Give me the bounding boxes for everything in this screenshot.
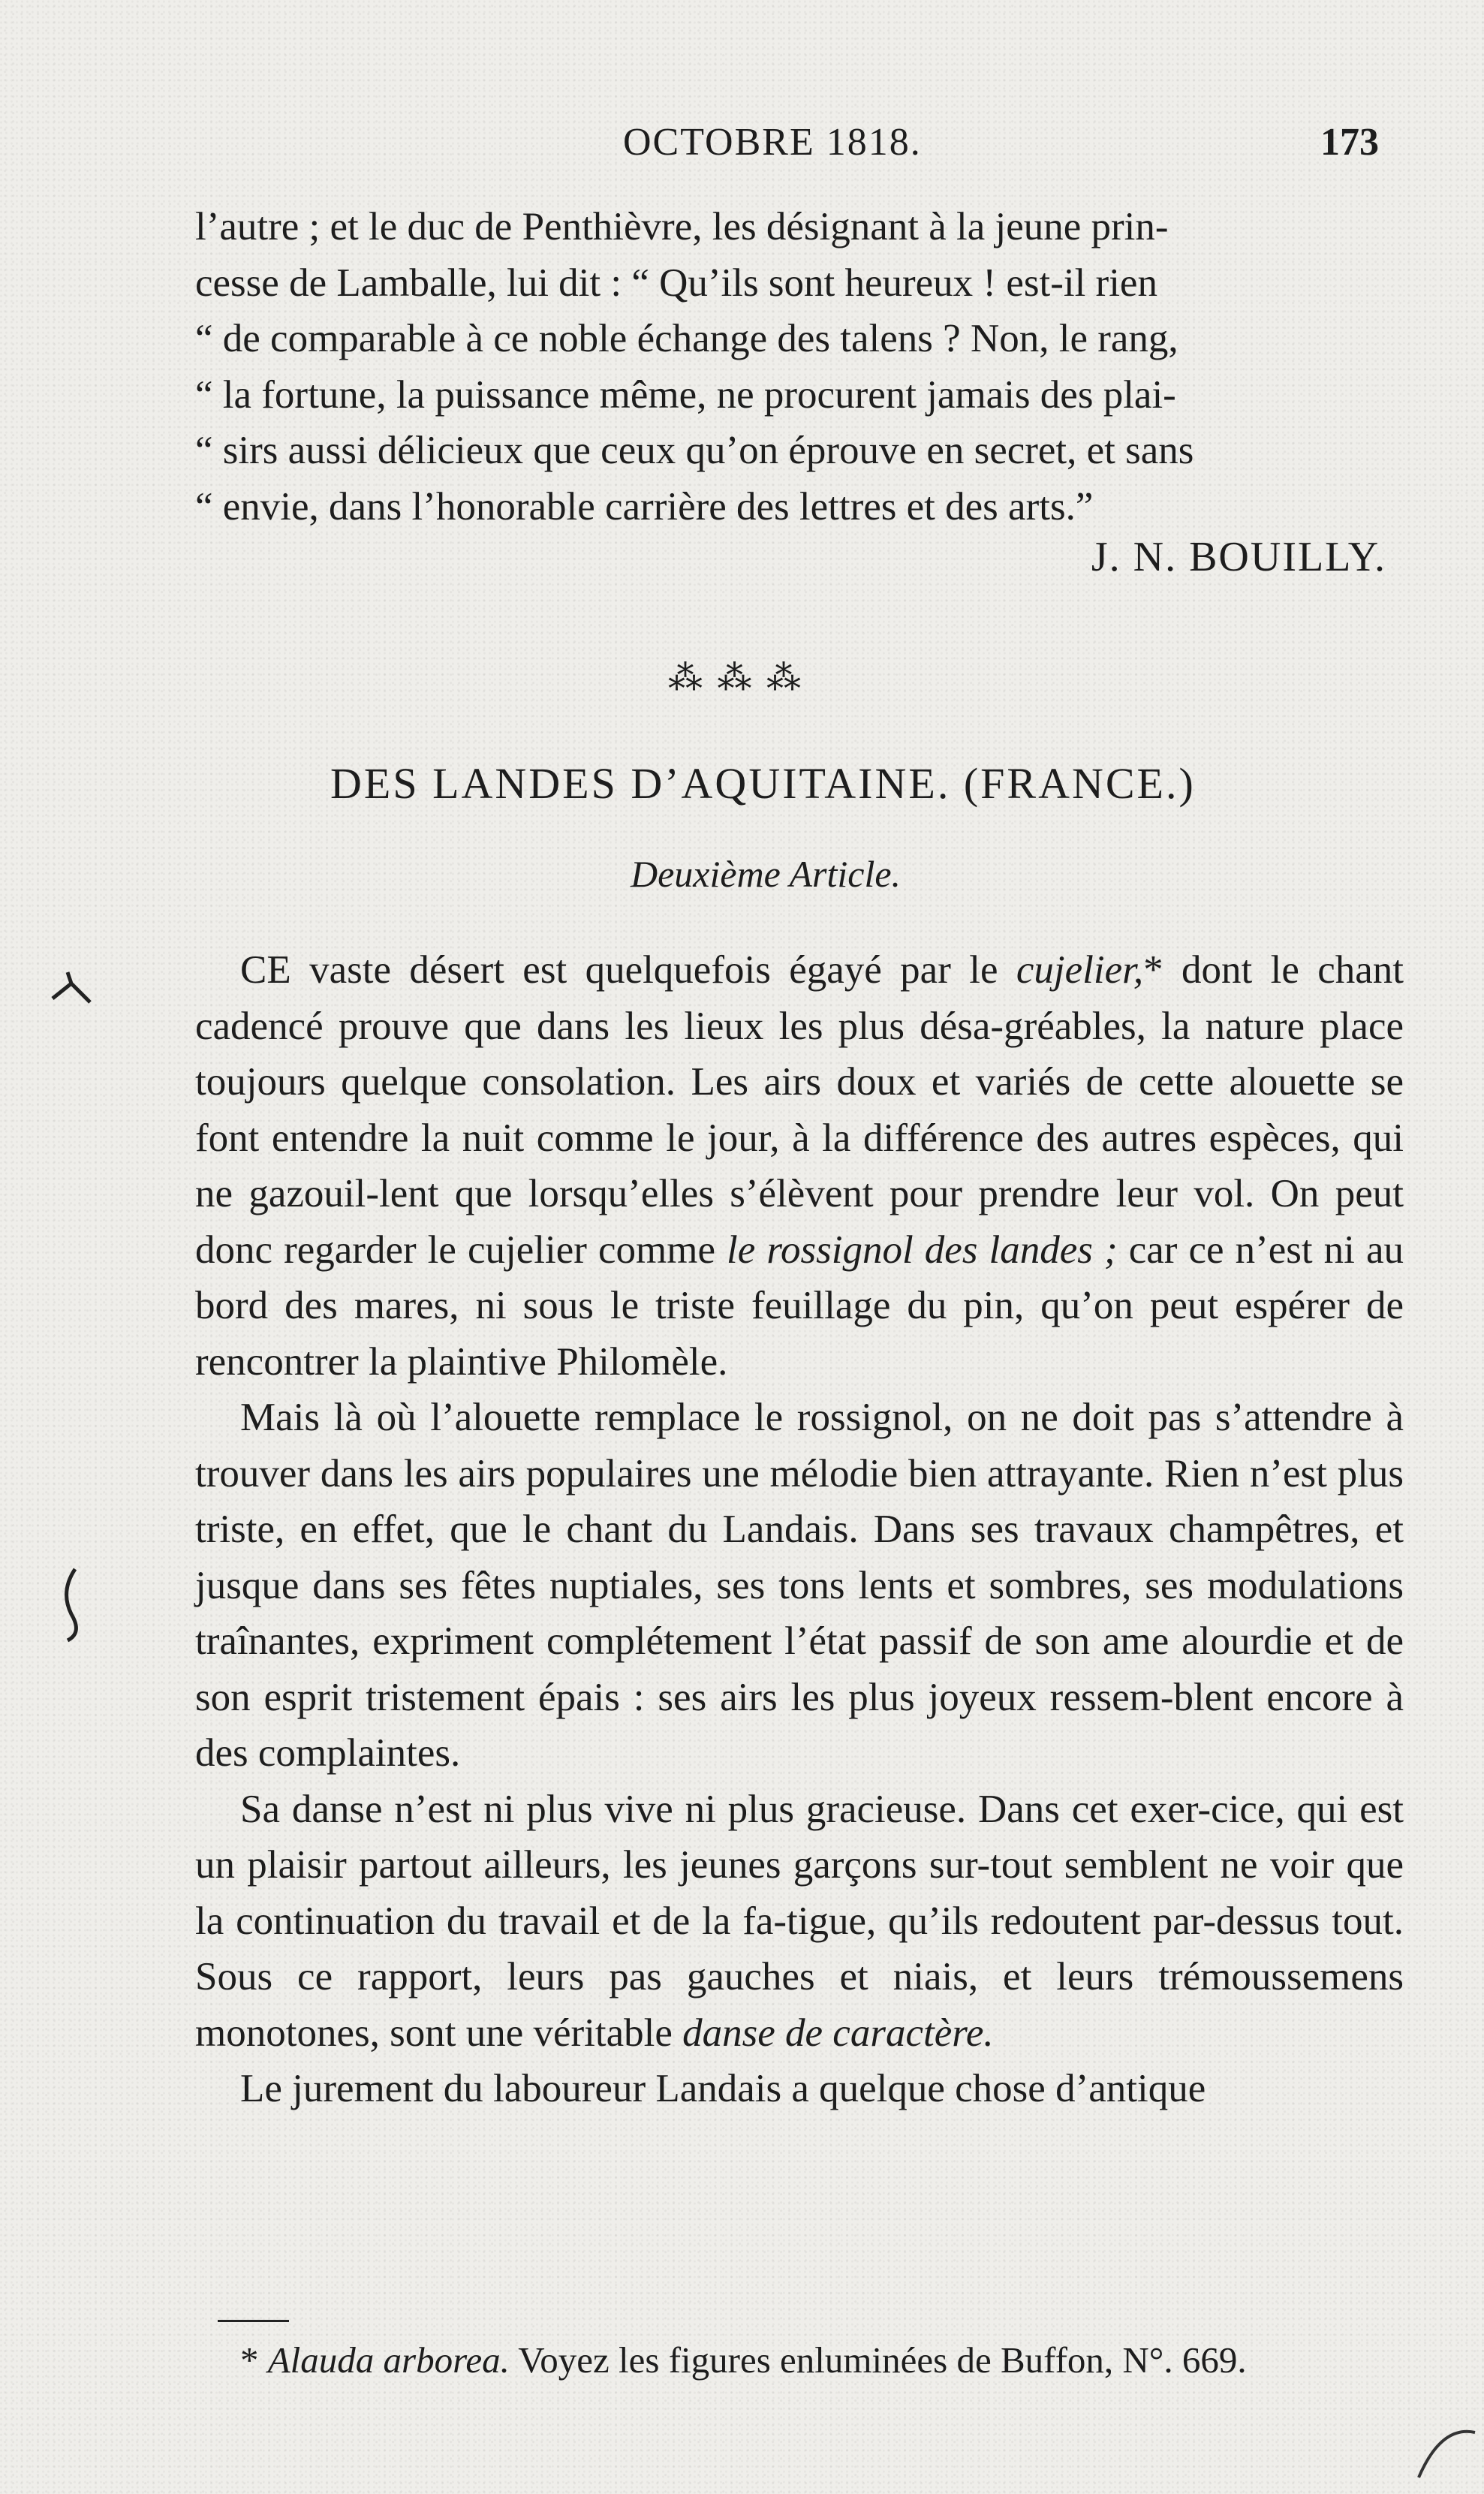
author-signature: J. N. BOUILLY.	[1091, 534, 1386, 580]
footnote	[240, 2339, 1247, 2381]
footnote-rule	[218, 2320, 289, 2322]
running-head	[203, 120, 1394, 173]
running-title: OCTOBRE 1818.	[623, 121, 922, 164]
paragraph	[195, 1782, 1404, 2062]
text-run: Sa danse n’est ni plus vive ni plus gracieuse. Dans cet exer-cice, qui est un plaisir partout ailleurs, les jeunes garçons sur-tout semblent ne voir que la continuation du travail et de la fa-tigue, qu’ils redoutent par-dessus tout. Sous ce rapport, leurs pas gauches et niais, et leurs trémoussemens monotones, sont une véritable	[195, 1787, 1404, 2055]
ornament-divider: ⁂ ⁂ ⁂	[668, 658, 804, 697]
quote-line: “ la fortune, la puissance même, ne procurent jamais des plai-	[195, 372, 1176, 417]
text-run: * dont le chant cadencé prouve que dans les lieux les plus désa-gréables, la nature place toujours quelque consolation. Les airs doux et variés de cette alouette se font entendre la nuit comme le jour, à la différence des autres espèces, qui ne gazouil-lent que lorsqu’elles s’élèvent pour prendre leur vol. On peut donc regarder le cujelier comme	[195, 948, 1404, 1272]
margin-ink-mark	[45, 968, 98, 1014]
page-number: 173	[1320, 121, 1379, 164]
text-run: car ce n’est ni au bord des mares, ni sous le triste feuillage du pin, qu’on peut espérer de rencontrer la plaintive Philomèle.	[195, 1227, 1404, 1384]
article-subtitle: Deuxième Article.	[631, 853, 902, 895]
article-body	[195, 942, 1404, 2117]
article-title: DES LANDES D’AQUITAINE. (FRANCE.)	[330, 759, 1196, 808]
margin-ink-mark	[56, 1562, 94, 1644]
footnote-species: Alauda arborea.	[267, 2339, 510, 2381]
paragraph: Mais là où l’alouette remplace le rossignol, on ne doit pas s’attendre à trouver dans les airs populaires une mélodie bien attrayante. Rien n’est plus triste, en effet, que le chant du Landais. Dans ses travaux champêtres, et jusque dans ses fêtes nuptiales, ses tons lents et sombres, ses modulations traînantes, expriment complétement l’état passif de son ame alourdie et de son esprit tristement épais : ses airs les plus joyeux ressem-blent encore à des complaintes.	[195, 1396, 1404, 1775]
quote-line: “ sirs aussi délicieux que ceux qu’on éprouve en secret, et sans	[195, 429, 1194, 472]
footnote-text: Voyez les figures enluminées de Buffon, N°. 669.	[509, 2339, 1247, 2381]
paragraph	[195, 942, 1404, 1390]
text-run: CE vaste désert est quelquefois égayé par le	[240, 948, 1016, 992]
quote-line: “ envie, dans l’honorable carrière des lettres et des arts.”	[195, 484, 1094, 529]
quote-block	[195, 199, 1404, 535]
corner-ink-mark	[1411, 2417, 1479, 2485]
italic-term: danse de caractère.	[682, 2011, 994, 2055]
quote-line: “ de comparable à ce noble échange des talens ? Non, le rang,	[195, 317, 1178, 360]
quote-line: l’autre ; et le duc de Penthièvre, les désignant à la jeune prin-	[195, 205, 1169, 248]
quote-line: cesse de Lamballe, lui dit : “ Qu’ils sont heureux ! est-il rien	[195, 261, 1157, 305]
italic-term: cujelier,	[1016, 948, 1144, 992]
footnote-marker: *	[240, 2339, 268, 2381]
italic-term: le rossignol des landes ;	[727, 1227, 1118, 1272]
paragraph: Le jurement du laboureur Landais a quelque chose d’antique	[240, 2067, 1206, 2110]
